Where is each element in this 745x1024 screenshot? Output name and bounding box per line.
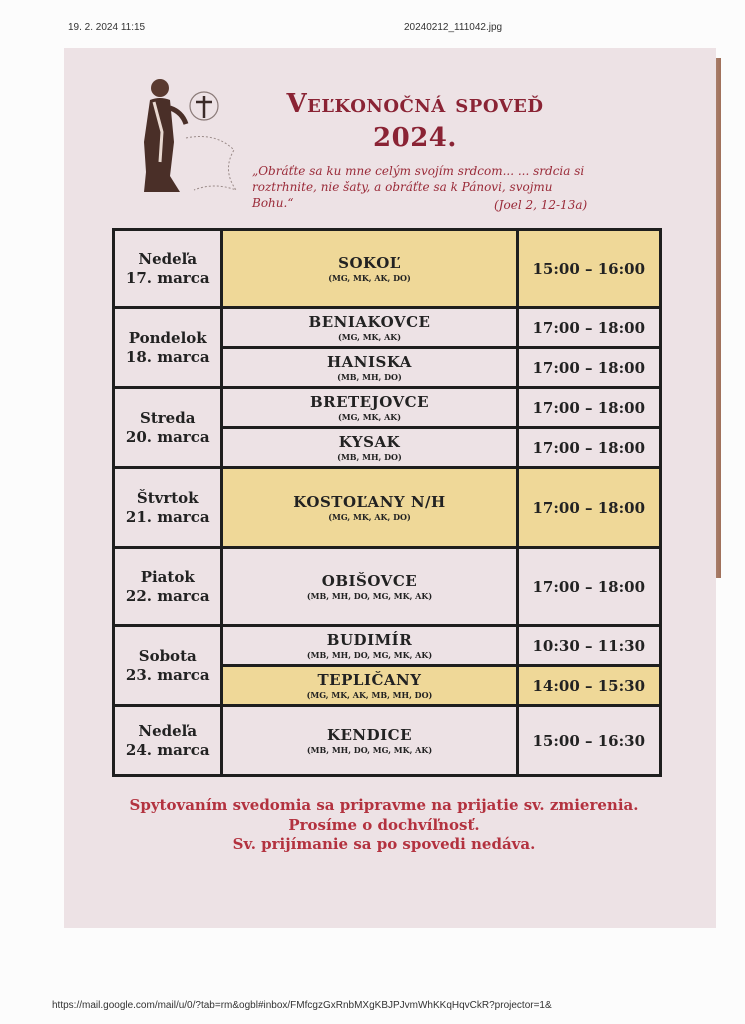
time-cell: 17:00 – 18:00 xyxy=(517,428,660,468)
print-footer-url: https://mail.google.com/mail/u/0/?tab=rm&ogbl#inbox/FMfcgzGxRnbMXgKBJPJvmWhKKqHqvCkR?projector=1& xyxy=(52,1000,552,1011)
day-cell xyxy=(114,706,222,776)
print-filename: 20240212_111042.jpg xyxy=(404,22,503,33)
parish-name: BRETEJOVCE xyxy=(309,393,430,411)
parish-cell xyxy=(222,230,517,308)
schedule-row xyxy=(114,626,661,666)
parish-cell xyxy=(222,468,517,548)
time-cell: 17:00 – 18:00 xyxy=(517,468,660,548)
day-cell xyxy=(114,468,222,548)
parish-name: HANISKA xyxy=(327,353,412,371)
praying-figure-illustration xyxy=(124,72,244,202)
day-name: Pondelok xyxy=(128,328,207,347)
parish-name: BUDIMÍR xyxy=(326,631,413,649)
day-date: 22. marca xyxy=(125,586,210,605)
day-name: Nedeľa xyxy=(138,721,198,740)
confessor-codes: (MB, MH, DO, MG, MK, AK) xyxy=(306,745,433,755)
day-cell xyxy=(114,626,222,706)
bible-quote-reference: (Joel 2, 12-13a) xyxy=(494,198,588,212)
day-name: Štvrtok xyxy=(136,488,199,507)
confession-schedule-table xyxy=(112,228,662,777)
confessor-codes: (MB, MH, DO) xyxy=(337,452,402,462)
day-name: Streda xyxy=(140,408,196,427)
note-line: Spytovaním svedomia sa pripravme na prijatie sv. zmierenia. xyxy=(129,796,639,814)
parish-name: KOSTOĽANY N/H xyxy=(293,493,446,511)
parish-cell xyxy=(222,308,517,348)
parish-name: BENIAKOVCE xyxy=(308,313,431,331)
confessor-codes: (MB, MH, DO, MG, MK, AK) xyxy=(306,650,433,660)
time-cell: 17:00 – 18:00 xyxy=(517,388,660,428)
confessor-codes: (MG, MK, AK, DO) xyxy=(328,273,411,283)
schedule-row xyxy=(114,388,661,428)
time-cell: 15:00 – 16:00 xyxy=(517,230,660,308)
confessor-codes: (MG, MK, AK, DO) xyxy=(328,512,411,522)
day-name: Sobota xyxy=(138,646,197,665)
confessor-codes: (MB, MH, DO, MG, MK, AK) xyxy=(306,591,433,601)
note-line: Prosíme o dochvíľnosť. xyxy=(288,815,480,834)
parish-cell xyxy=(222,428,517,468)
confessor-codes: (MG, MK, AK) xyxy=(337,412,402,422)
time-cell: 17:00 – 18:00 xyxy=(517,308,660,348)
confessor-codes: (MB, MH, DO) xyxy=(337,372,402,382)
confessor-codes: (MG, MK, AK, MB, MH, DO) xyxy=(306,690,433,700)
day-date: 21. marca xyxy=(125,507,210,526)
parish-cell xyxy=(222,548,517,626)
poster-notes xyxy=(104,796,664,855)
time-cell: 10:30 – 11:30 xyxy=(517,626,660,666)
day-cell xyxy=(114,388,222,468)
parish-cell xyxy=(222,706,517,776)
day-date: 20. marca xyxy=(125,427,210,446)
parish-name: KYSAK xyxy=(338,433,401,451)
parish-cell xyxy=(222,388,517,428)
time-cell: 15:00 – 16:30 xyxy=(517,706,660,776)
day-cell xyxy=(114,230,222,308)
parish-cell xyxy=(222,626,517,666)
poster-title-line1: Veľkonočná spoveď xyxy=(286,89,544,119)
parish-name: OBIŠOVCE xyxy=(321,572,418,590)
note-line: Sv. prijímanie sa po spovedi nedáva. xyxy=(232,835,536,853)
poster-title-year: 2024. xyxy=(373,122,457,153)
poster-title xyxy=(240,88,590,156)
day-date: 24. marca xyxy=(125,740,210,759)
schedule-row xyxy=(114,706,661,776)
parish-cell xyxy=(222,666,517,706)
day-name: Piatok xyxy=(140,567,195,586)
day-date: 23. marca xyxy=(125,665,210,684)
day-cell xyxy=(114,308,222,388)
parish-name: KENDICE xyxy=(326,726,413,744)
schedule-row xyxy=(114,468,661,548)
time-cell: 14:00 – 15:30 xyxy=(517,666,660,706)
schedule-row xyxy=(114,308,661,348)
day-name: Nedeľa xyxy=(138,249,198,268)
poster xyxy=(64,48,716,928)
parish-cell xyxy=(222,348,517,388)
parish-name: TEPLIČANY xyxy=(317,671,422,689)
bible-quote: „Obráťte sa ku mne celým svojím srdcom... ... srdcia si roztrhnite, nie šaty, a obráťte sa k Pánovi, svojmu Bohu.“ xyxy=(252,164,585,211)
print-datetime: 19. 2. 2024 11:15 xyxy=(68,22,146,33)
time-cell: 17:00 – 18:00 xyxy=(517,348,660,388)
day-cell xyxy=(114,548,222,626)
parish-name: SOKOĽ xyxy=(338,254,401,272)
confessor-codes: (MG, MK, AK) xyxy=(337,332,402,342)
schedule-row xyxy=(114,548,661,626)
day-date: 17. marca xyxy=(125,268,210,287)
schedule-row xyxy=(114,230,661,308)
day-date: 18. marca xyxy=(125,347,210,366)
time-cell: 17:00 – 18:00 xyxy=(517,548,660,626)
